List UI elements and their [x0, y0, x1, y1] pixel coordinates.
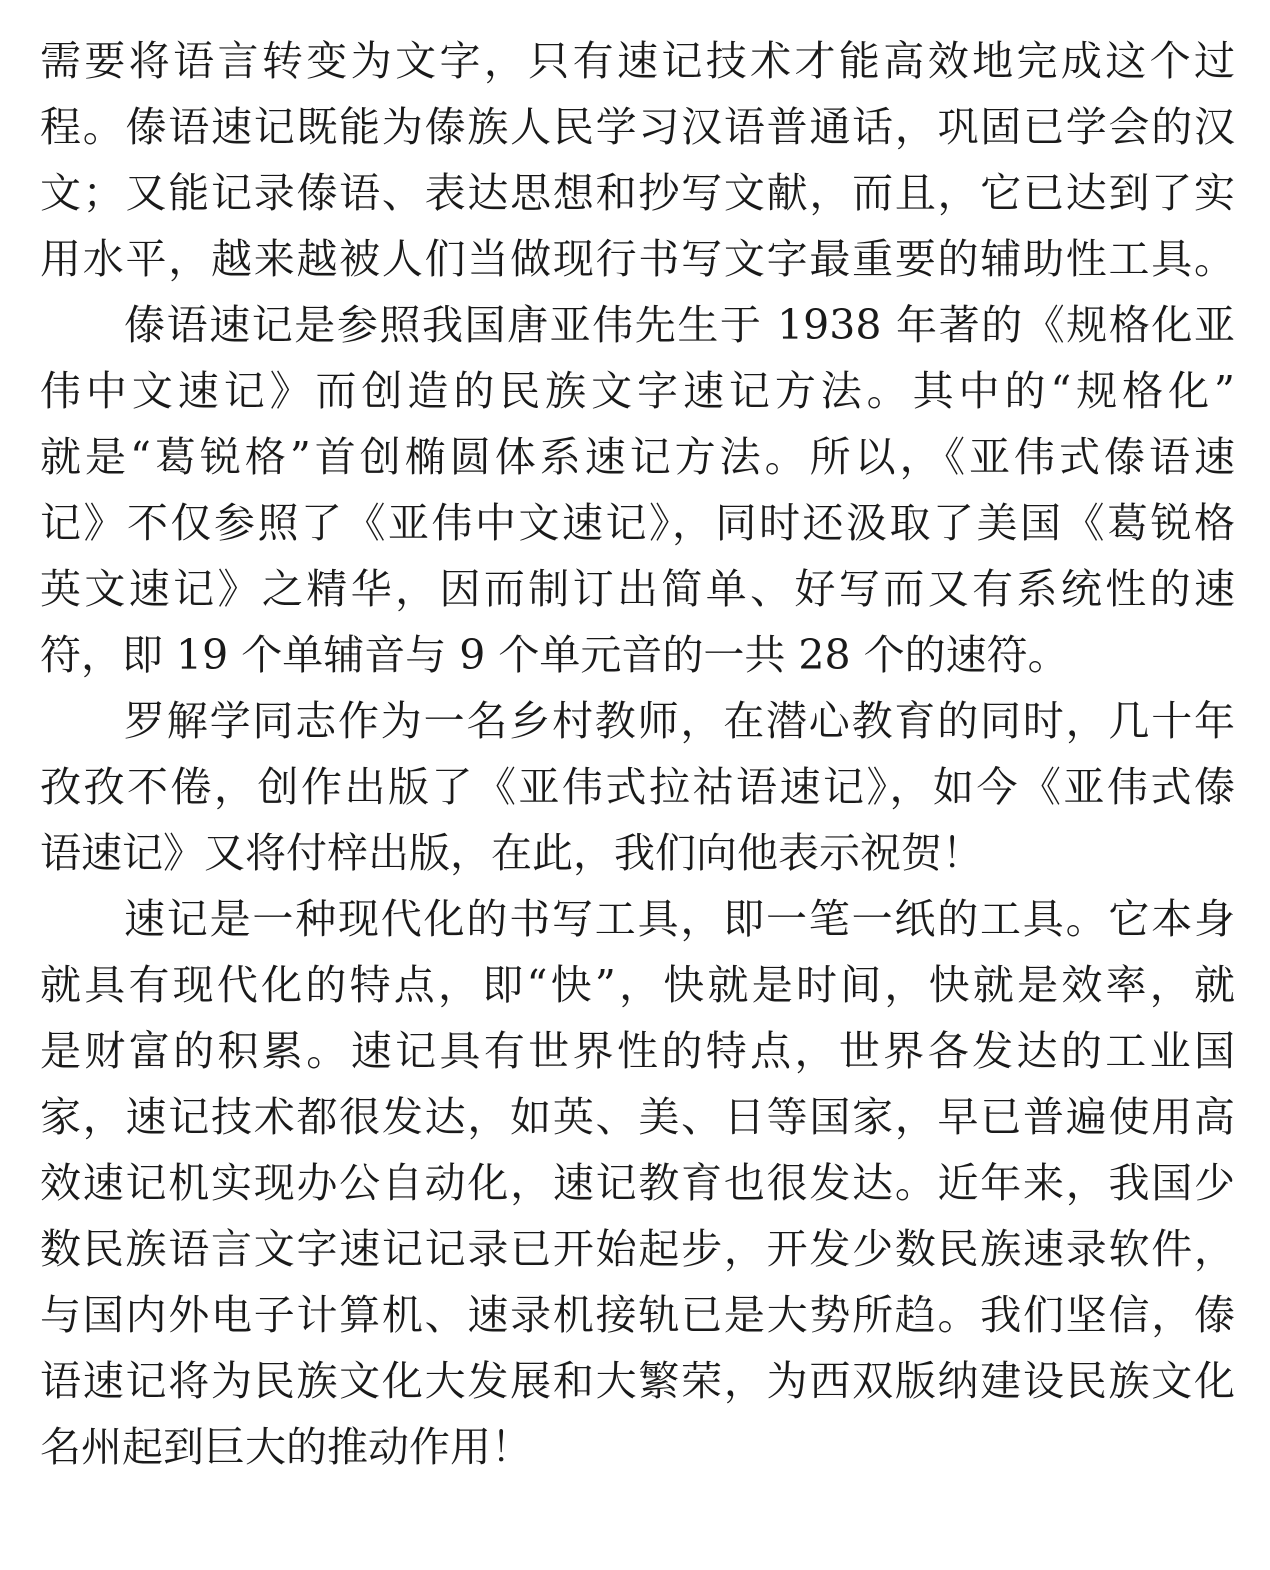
- text-line: 用水平，越来越被人们当做现行书写文字最重要的辅助性工具。: [40, 235, 1235, 283]
- text-line: 家，速记技术都很发达，如英、美、日等国家，早已普遍使用高: [40, 1093, 1235, 1141]
- text-line: 语速记将为民族文化大发展和大繁荣，为西双版纳建设民族文化: [40, 1357, 1235, 1405]
- text-line: 需要将语言转变为文字，只有速记技术才能高效地完成这个过: [40, 37, 1235, 85]
- text-line: 数民族语言文字速记记录已开始起步，开发少数民族速录软件，: [40, 1225, 1235, 1273]
- text-line: 英文速记》之精华，因而制订出简单、好写而又有系统性的速: [40, 565, 1235, 613]
- text-line: 速记是一种现代化的书写工具，即一笔一纸的工具。它本身: [124, 895, 1235, 943]
- text-line: 是财富的积累。速记具有世界性的特点，世界各发达的工业国: [40, 1027, 1235, 1075]
- text-line: 记》不仅参照了《亚伟中文速记》，同时还汲取了美国《葛锐格: [40, 499, 1235, 547]
- text-line: 罗解学同志作为一名乡村教师，在潜心教育的同时，几十年: [124, 697, 1235, 745]
- text-line: 傣语速记是参照我国唐亚伟先生于 1938 年著的《规格化亚: [124, 301, 1235, 349]
- text-line: 就具有现代化的特点，即“快”，快就是时间，快就是效率，就: [40, 961, 1235, 1009]
- text-line: 文；又能记录傣语、表达思想和抄写文献，而且，它已达到了实: [40, 169, 1235, 217]
- text-line: 名州起到巨大的推动作用！: [40, 1423, 532, 1471]
- body-text: [40, 28, 1235, 1480]
- text-line: 效速记机实现办公自动化，速记教育也很发达。近年来，我国少: [40, 1159, 1235, 1207]
- text-line: 伟中文速记》而创造的民族文字速记方法。其中的“规格化”: [40, 367, 1235, 415]
- text-line: 语速记》又将付梓出版，在此，我们向他表示祝贺！: [40, 829, 983, 877]
- text-line: 符，即 19 个单辅音与 9 个单元音的一共 28 个的速符。: [40, 631, 1069, 679]
- text-line: 程。傣语速记既能为傣族人民学习汉语普通话，巩固已学会的汉: [40, 103, 1235, 151]
- text-line: 孜孜不倦，创作出版了《亚伟式拉祜语速记》，如今《亚伟式傣: [40, 763, 1235, 811]
- text-line: 与国内外电子计算机、速录机接轨已是大势所趋。我们坚信，傣: [40, 1291, 1235, 1339]
- text-line: 就是“葛锐格”首创椭圆体系速记方法。所以，《亚伟式傣语速: [40, 433, 1235, 481]
